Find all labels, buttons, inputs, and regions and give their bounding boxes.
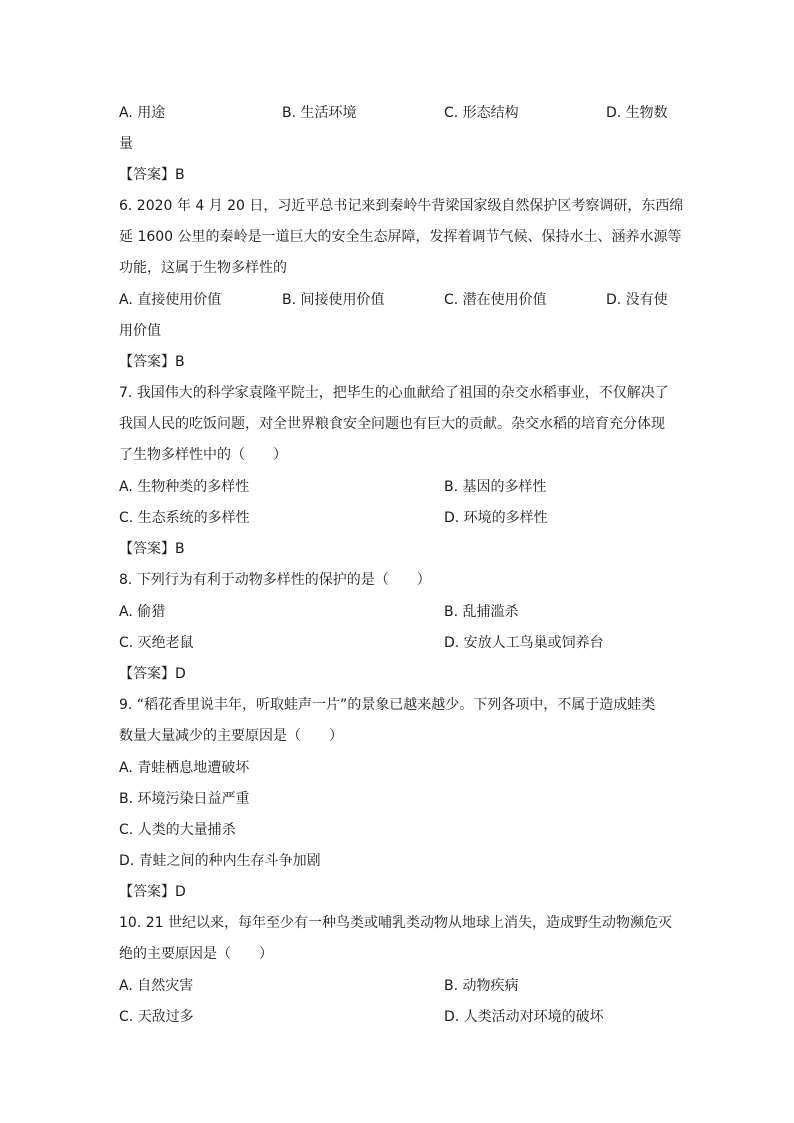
- q6-option-wrap: 用价值: [119, 323, 161, 339]
- q7-answer: 【答案】B: [119, 541, 185, 557]
- q10-option-a: A. 自然灾害: [119, 978, 194, 994]
- q7-stem-line-3: 了生物多样性中的（ ）: [119, 447, 287, 463]
- q7-option-a: A. 生物种类的多样性: [119, 479, 250, 495]
- q10-stem-line-2: 绝的主要原因是（ ）: [119, 946, 273, 962]
- q5-answer: 【答案】B: [119, 167, 185, 183]
- q9-answer: 【答案】D: [119, 884, 186, 900]
- q9-stem-line-1: 9. “稻花香里说丰年，听取蛙声一片”的景象已越来越少。下列各项中，不属于造成蛙类: [119, 697, 656, 713]
- q8-stem-line-1: 8. 下列行为有利于动物多样性的保护的是（ ）: [119, 572, 431, 588]
- q9-stem-line-2: 数量大量减少的主要原因是（ ）: [119, 728, 343, 744]
- q5-option-c: C. 形态结构: [444, 105, 519, 121]
- q6-answer: 【答案】B: [119, 354, 185, 370]
- q10-option-d: D. 人类活动对环境的破坏: [444, 1009, 604, 1025]
- q6-option-c: C. 潜在使用价值: [444, 292, 547, 308]
- q8-option-c: C. 灭绝老鼠: [119, 635, 194, 651]
- q9-option-a: A. 青蛙栖息地遭破坏: [119, 760, 250, 776]
- q7-option-d: D. 环境的多样性: [444, 510, 548, 526]
- q9-option-c: C. 人类的大量捕杀: [119, 822, 236, 838]
- q5-option-d: D. 生物数: [606, 105, 668, 121]
- q6-option-a: A. 直接使用价值: [119, 292, 222, 308]
- q5-option-a: A. 用途: [119, 105, 166, 121]
- q7-option-c: C. 生态系统的多样性: [119, 510, 250, 526]
- q5-option-wrap: 量: [119, 136, 133, 152]
- q5-option-b: B. 生活环境: [282, 105, 357, 121]
- q8-option-a: A. 偷猎: [119, 604, 166, 620]
- q6-stem-line-2: 延 1600 公里的秦岭是一道巨大的安全生态屏障，发挥着调节气候、保持水土、涵养水源等: [119, 229, 682, 245]
- q8-option-d: D. 安放人工鸟巢或饲养台: [444, 635, 604, 651]
- q9-option-b: B. 环境污染日益严重: [119, 791, 250, 807]
- q8-answer: 【答案】D: [119, 666, 186, 682]
- q8-option-b: B. 乱捕滥杀: [444, 604, 519, 620]
- q7-option-b: B. 基因的多样性: [444, 479, 547, 495]
- q7-stem-line-1: 7. 我国伟大的科学家袁隆平院士，把毕生的心血献给了祖国的杂交水稻事业，不仅解决了: [119, 385, 669, 401]
- q10-option-b: B. 动物疾病: [444, 978, 519, 994]
- q10-stem-line-1: 10. 21 世纪以来，每年至少有一种鸟类或哺乳类动物从地球上消失，造成野生动物濒危灭: [119, 915, 672, 931]
- q6-option-b: B. 间接使用价值: [282, 292, 385, 308]
- q7-stem-line-2: 我国人民的吃饭问题，对全世界粮食安全问题也有巨大的贡献。杂交水稻的培育充分体现: [119, 416, 665, 432]
- q6-option-d: D. 没有使: [606, 292, 668, 308]
- q6-stem-line-1: 6. 2020 年 4 月 20 日，习近平总书记来到秦岭牛背梁国家级自然保护区考察调研，东西绵: [119, 198, 684, 214]
- q6-stem-line-3: 功能，这属于生物多样性的: [119, 260, 287, 276]
- q9-option-d: D. 青蛙之间的种内生存斗争加剧: [119, 853, 321, 869]
- q10-option-c: C. 天敌过多: [119, 1009, 194, 1025]
